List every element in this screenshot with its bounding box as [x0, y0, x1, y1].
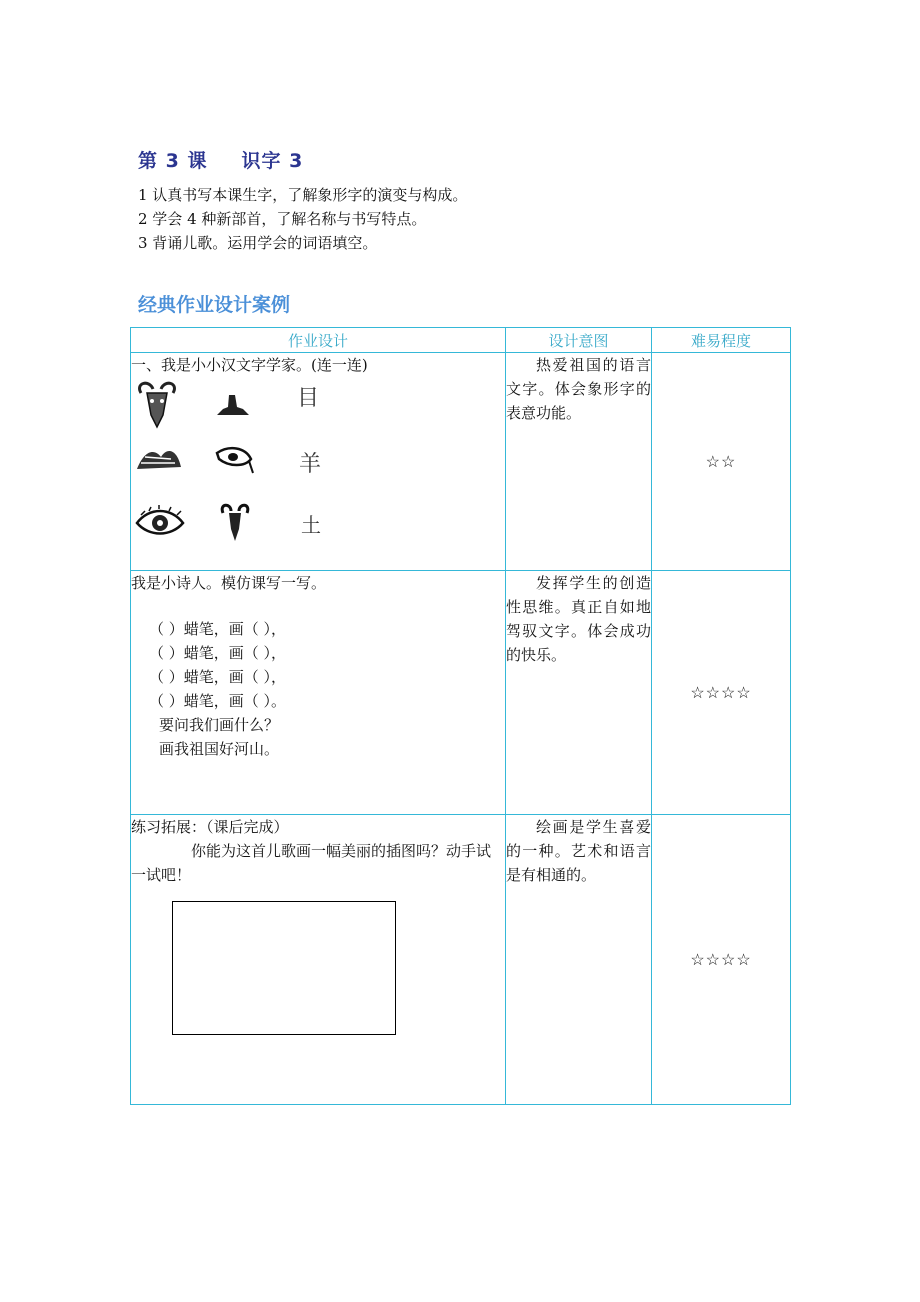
task-body: 你能为这首儿歌画一幅美丽的插图吗？动手试一试吧！	[131, 842, 492, 884]
objective-item: 3 背诵儿歌。运用学会的词语填空。	[138, 234, 378, 252]
objective-item: 1 认真书写本课生字，了解象形字的演变与构成。	[138, 186, 468, 204]
goat-head-pictograph-icon	[217, 503, 253, 543]
earth-mound-pictograph-icon	[215, 391, 251, 417]
poem-line: 画我祖国好河山。	[159, 740, 280, 758]
lesson-number: 第 3 课	[138, 150, 208, 172]
task-title: 我是小诗人。模仿课写一写。	[131, 574, 327, 592]
char-tu: 土	[301, 513, 321, 537]
fill-line: （ ）蜡笔，画（ ）。	[149, 692, 287, 710]
intent-cell: 绘画是学生喜爱的一种。艺术和语言是有相通的。	[506, 815, 652, 1105]
lesson-title	[138, 146, 303, 173]
eye-pictograph-icon	[215, 445, 255, 475]
difficulty-stars: ☆☆☆☆	[652, 815, 791, 1105]
char-yang: 羊	[299, 452, 322, 477]
table-header-row	[131, 328, 791, 353]
objective-item: 2 学会 4 种新部首，了解名称与书写特点。	[138, 210, 427, 228]
mound-scribble-pictograph-icon	[135, 443, 183, 473]
intent-cell: 发挥学生的创造性思维。真正自如地驾驭文字。体会成功的快乐。	[506, 571, 652, 815]
table-row	[131, 815, 791, 1105]
design-cell	[131, 571, 506, 815]
char-mu: 目	[297, 386, 320, 411]
header-intent: 设计意图	[506, 328, 652, 353]
realistic-eye-icon	[135, 505, 185, 539]
drawing-box[interactable]	[172, 901, 396, 1035]
design-cell	[131, 815, 506, 1105]
fill-line: （ ）蜡笔，画（ ），	[149, 668, 287, 686]
pictograph-area	[131, 377, 505, 557]
task-title: 练习拓展：（课后完成）	[131, 818, 289, 836]
goat-pictograph-icon	[135, 379, 179, 431]
section-title: 经典作业设计案例	[138, 294, 291, 316]
difficulty-stars: ☆☆☆☆	[652, 571, 791, 815]
header-design: 作业设计	[131, 328, 506, 353]
header-difficulty: 难易程度	[652, 328, 791, 353]
lesson-name: 识字 3	[241, 150, 304, 172]
table-row	[131, 353, 791, 571]
fill-line: （ ）蜡笔，画（ ），	[149, 644, 287, 662]
fill-line: （ ）蜡笔，画（ ），	[149, 620, 287, 638]
intent-cell: 热爱祖国的语言文字。体会象形字的表意功能。	[506, 353, 652, 571]
homework-table	[130, 327, 791, 1105]
table-row	[131, 571, 791, 815]
poem-line: 要问我们画什么？	[159, 716, 280, 734]
task-title: 一、我是小小汉文字学家。(连一连)	[131, 356, 368, 374]
lesson-objectives	[138, 183, 467, 255]
design-cell	[131, 353, 506, 571]
difficulty-stars: ☆☆	[652, 353, 791, 571]
